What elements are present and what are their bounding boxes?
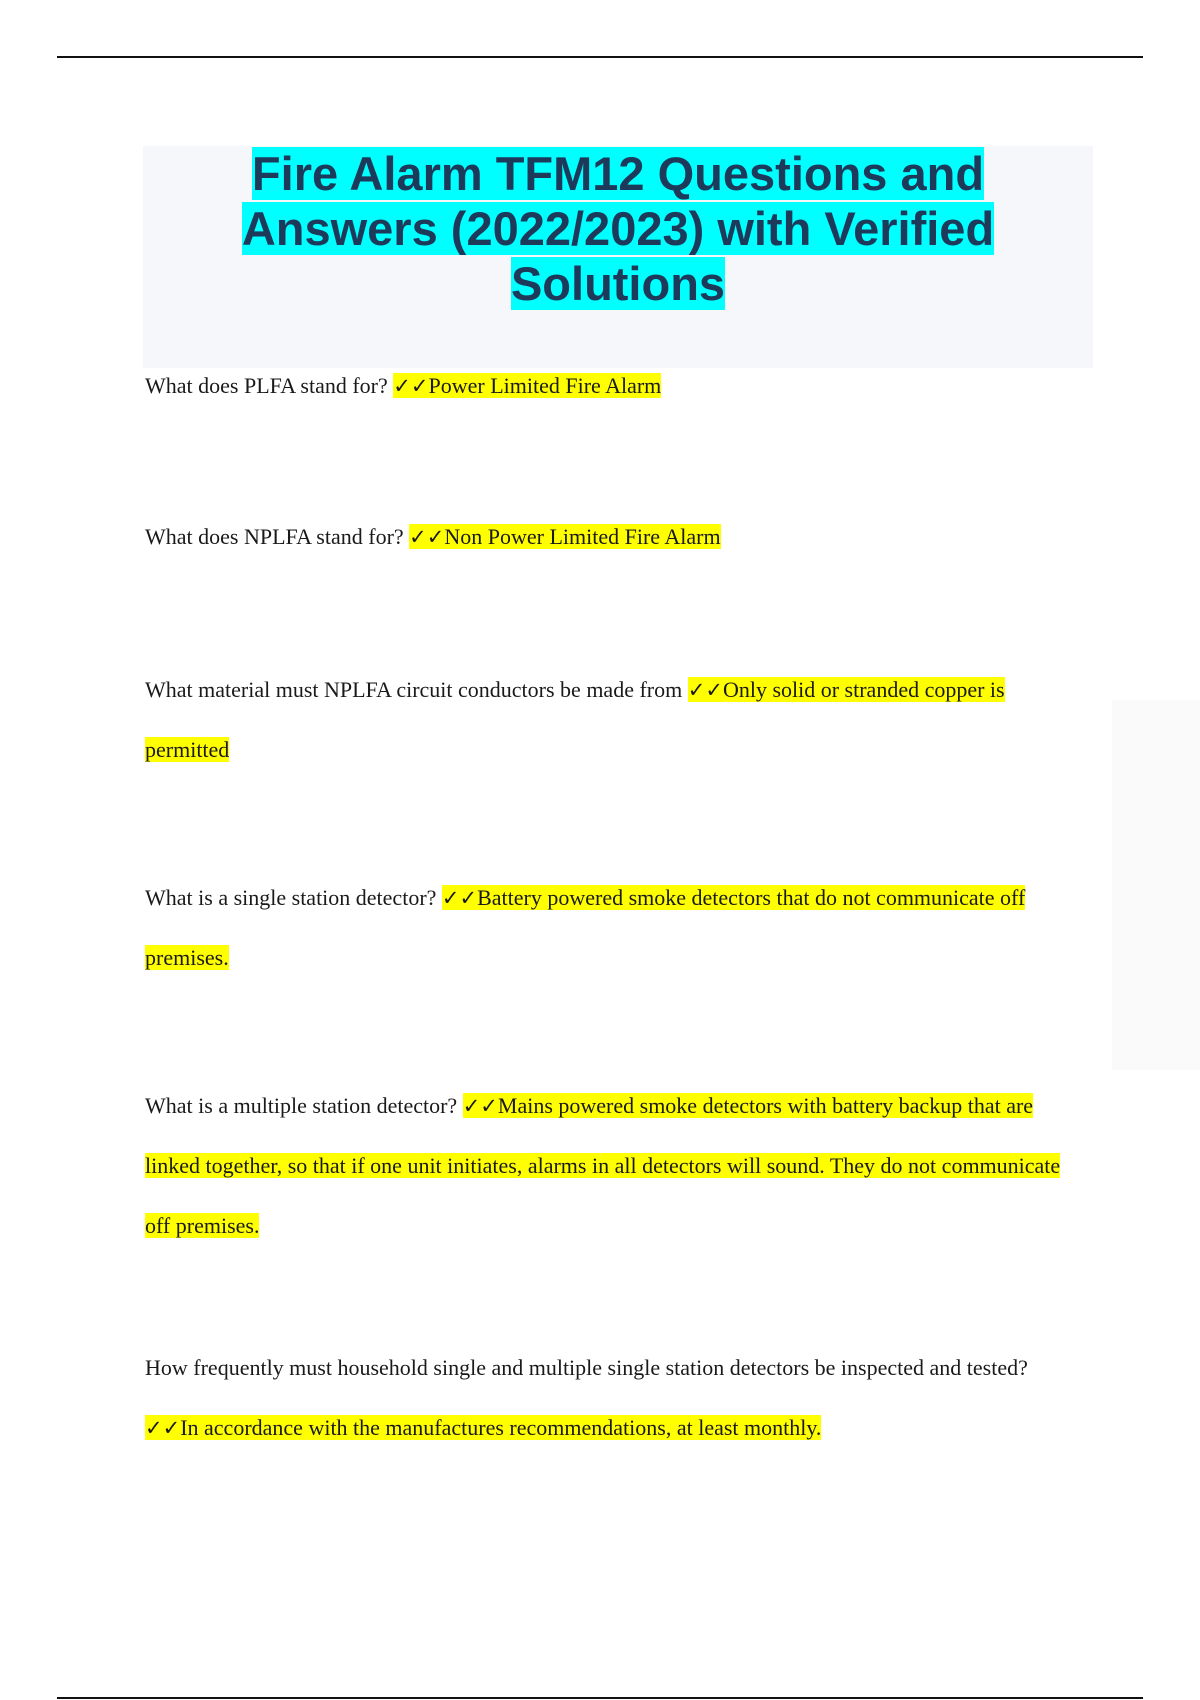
answer-highlight bbox=[145, 1415, 821, 1440]
question-text: How frequently must household single and multiple single station detectors be inspected and tested? bbox=[145, 1355, 1028, 1380]
qa-item-multiple-station bbox=[145, 1076, 1085, 1256]
title-banner bbox=[143, 146, 1093, 368]
qa-item-plfa bbox=[145, 356, 1085, 416]
answer-text: Only solid or stranded copper is permitted bbox=[145, 677, 1005, 762]
document-title-text: Fire Alarm TFM12 Questions and Answers (2022/2023) with Verified Solutions bbox=[241, 147, 995, 310]
answer-text: Power Limited Fire Alarm bbox=[428, 373, 662, 398]
answer-highlight bbox=[409, 524, 720, 549]
double-check-icon: ✓✓ bbox=[687, 678, 723, 702]
answer-highlight bbox=[393, 373, 661, 398]
answer-text: Battery powered smoke detectors that do not communicate off premises. bbox=[145, 885, 1026, 970]
answer-text: In accordance with the manufactures recommendations, at least monthly. bbox=[180, 1415, 822, 1440]
qa-item-conductor-material bbox=[145, 660, 1085, 780]
answer-text: Non Power Limited Fire Alarm bbox=[444, 524, 721, 549]
double-check-icon: ✓✓ bbox=[462, 1094, 498, 1118]
qa-item-single-station bbox=[145, 868, 1085, 988]
double-check-icon: ✓✓ bbox=[441, 886, 478, 910]
question-text: What is a single station detector? bbox=[145, 885, 437, 910]
question-text: What is a multiple station detector? bbox=[145, 1093, 458, 1118]
header-rule bbox=[57, 56, 1143, 58]
question-text: What material must NPLFA circuit conductors be made from bbox=[145, 677, 683, 702]
qa-item-inspection-frequency bbox=[145, 1338, 1085, 1458]
answer-text: Mains powered smoke detectors with battery backup that are linked together, so that if one unit initiates, alarms in all detectors will sound. They do not communicate off premises. bbox=[145, 1093, 1061, 1238]
qa-item-nplfa bbox=[145, 507, 1085, 567]
double-check-icon: ✓✓ bbox=[145, 1416, 181, 1440]
document-title bbox=[218, 146, 1018, 311]
question-text: What does NPLFA stand for? bbox=[145, 524, 404, 549]
double-check-icon: ✓✓ bbox=[409, 525, 445, 549]
question-text: What does PLFA stand for? bbox=[145, 373, 388, 398]
footer-rule bbox=[57, 1697, 1143, 1699]
double-check-icon: ✓✓ bbox=[393, 374, 429, 398]
page-shade bbox=[1112, 700, 1200, 1070]
